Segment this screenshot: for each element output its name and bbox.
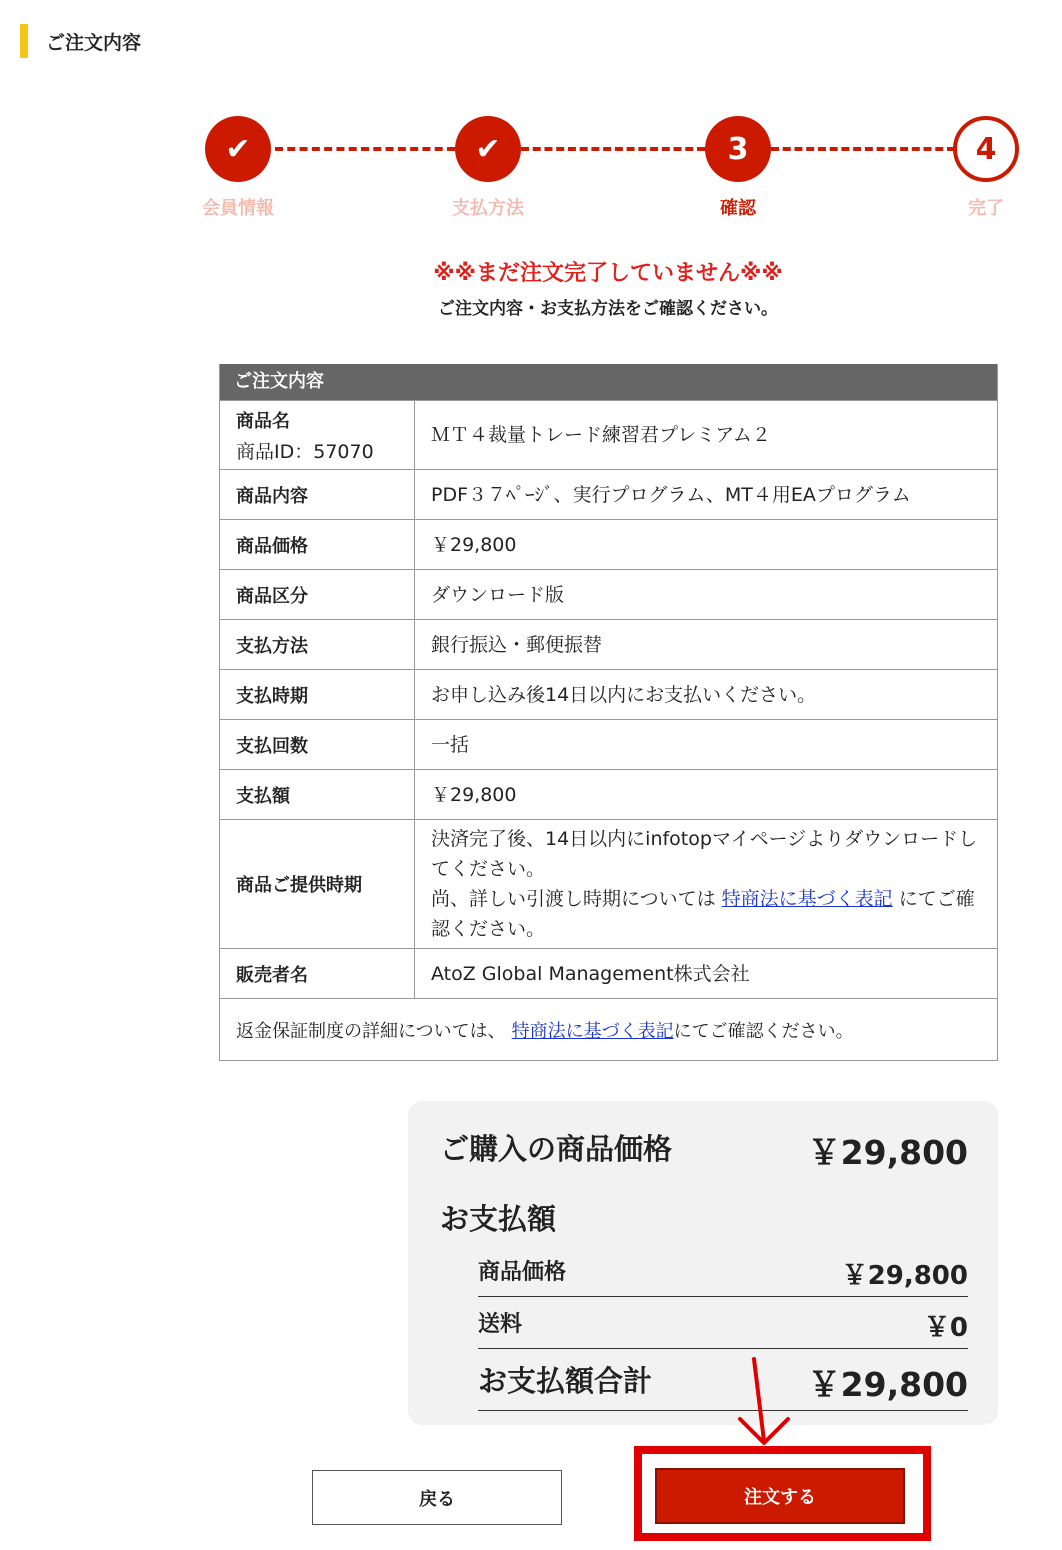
step-4-indicator: 4 [953, 116, 1019, 182]
refund-note [220, 998, 997, 1060]
row-key: 商品価格 [220, 520, 415, 569]
refund-legal-link[interactable]: 特商法に基づく表記 [511, 1020, 674, 1042]
delivery-label: 商品ご提供時期 [220, 820, 415, 948]
step-3-label: 確認 [720, 198, 756, 219]
confirm-instruction: ご注文内容・お支払方法をご確認ください。 [438, 299, 778, 319]
legal-notice-link[interactable]: 特商法に基づく表記 [721, 888, 893, 910]
table-row [220, 948, 997, 998]
row-key: 支払時期 [220, 670, 415, 719]
delivery-note [431, 884, 983, 944]
table-row [220, 669, 997, 719]
product-name: ＭＴ４裁量トレード練習君プレミアム２ [431, 424, 771, 446]
order-table-header: ご注文内容 [220, 364, 997, 400]
step-3-indicator: 3 [705, 116, 771, 182]
shipping-label: 送料 [478, 1312, 523, 1337]
step-1-check-icon: ✔ [205, 116, 271, 182]
seller-label: 販売者名 [220, 949, 415, 998]
not-completed-warning: ※※まだ注文完了していません※※ [433, 261, 783, 286]
place-order-button[interactable]: 注文する [655, 1468, 905, 1524]
step-4-label: 完了 [968, 198, 1004, 219]
table-row [220, 400, 997, 469]
table-row [220, 769, 997, 819]
progress-stepper [0, 0, 1062, 230]
row-value: ￥29,800 [431, 783, 517, 806]
delivery-value [415, 820, 997, 948]
row-value: PDF３７ﾍﾟｰｼﾞ、実行プログラム、MT４用EAプログラム [431, 483, 911, 506]
table-row [220, 619, 997, 669]
step-connector [275, 147, 455, 151]
payment-title-text: お支払額 [440, 1202, 557, 1236]
row-key: 支払方法 [220, 620, 415, 669]
delivery-note-post: にてご確認ください。 [431, 888, 975, 940]
product-name-label: 商品名 [236, 410, 290, 432]
row-value: ￥29,800 [431, 533, 517, 556]
row-value: お申し込み後14日以内にお支払いください。 [431, 683, 817, 706]
purchase-price-label: ご購入の商品価格 [440, 1132, 673, 1166]
row-key [220, 401, 415, 469]
total-label: お支払額合計 [478, 1364, 653, 1398]
table-row [220, 569, 997, 619]
seller-name: AtoZ Global Management株式会社 [431, 962, 750, 985]
payment-summary [408, 1101, 998, 1425]
step-2-check-icon: ✔ [455, 116, 521, 182]
price-label: 商品価格 [478, 1260, 567, 1285]
row-key: 商品区分 [220, 570, 415, 619]
shipping-value: ￥0 [923, 1313, 968, 1343]
delivery-text: 決済完了後、14日以内にinfotopマイページよりダウンロードしてください。 [431, 828, 978, 880]
shipping-line [478, 1307, 968, 1349]
table-row [220, 819, 997, 948]
delivery-note-pre: 尚、詳しい引渡し時期については [431, 888, 722, 910]
row-key: 支払回数 [220, 720, 415, 769]
product-id: 商品ID：57070 [236, 440, 374, 463]
purchase-price-value: ￥29,800 [807, 1133, 968, 1172]
refund-note-post: にてご確認ください。 [673, 1020, 854, 1042]
row-key: 支払額 [220, 770, 415, 819]
row-value: ダウンロード版 [431, 583, 565, 606]
step-connector [521, 147, 705, 151]
row-value: 銀行振込・郵便振替 [431, 633, 603, 656]
row-value: 一括 [431, 733, 470, 756]
step-connector [771, 147, 955, 151]
step-2-label: 支払方法 [452, 198, 524, 219]
row-key: 商品内容 [220, 470, 415, 519]
table-row [220, 719, 997, 769]
back-button[interactable]: 戻る [312, 1470, 562, 1525]
order-details-table [219, 364, 998, 1061]
table-row [220, 469, 997, 519]
payment-title [440, 1197, 968, 1238]
table-row [220, 519, 997, 569]
price-value: ￥29,800 [841, 1261, 968, 1291]
refund-note-pre: 返金保証制度の詳細については、 [236, 1020, 506, 1042]
purchase-price-line [440, 1127, 968, 1174]
total-value: ￥29,800 [807, 1365, 968, 1404]
price-line [478, 1255, 968, 1297]
annotation-arrow-icon [720, 1355, 810, 1450]
section-title-text: ご注文内容 [46, 31, 142, 54]
step-1-label: 会員情報 [202, 198, 274, 219]
